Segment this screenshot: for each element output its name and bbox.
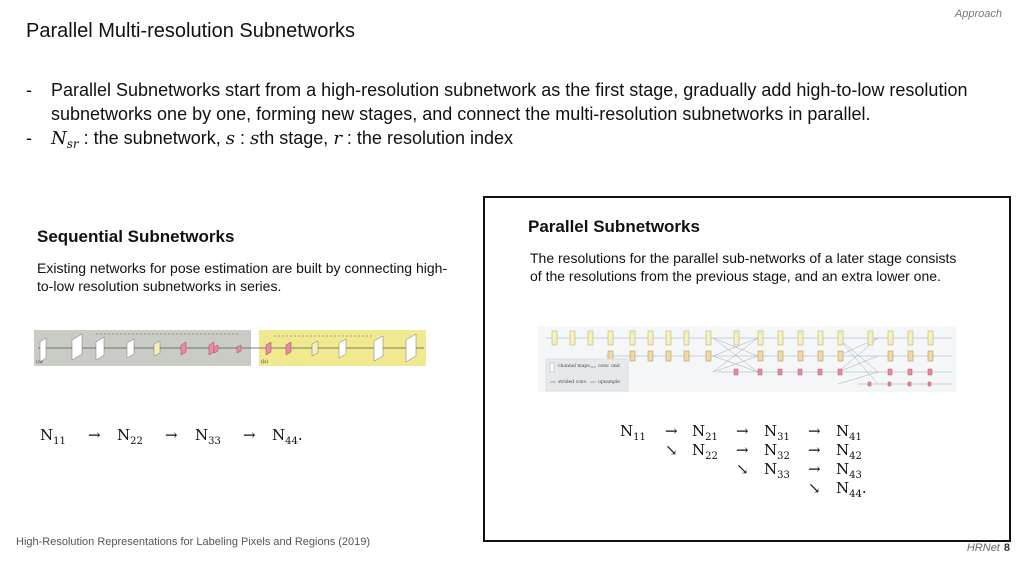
eq-subscript: 43 [849, 470, 862, 481]
bullet-text: : the subnetwork, [78, 128, 226, 148]
eq-subscript: 44 [285, 436, 298, 447]
eq-diagonal-arrow: ↘ [808, 479, 821, 497]
sequential-equation [40, 422, 340, 450]
math-n-subscript: sr [66, 137, 79, 151]
legend-label: strided conv. [558, 380, 588, 385]
eq-period: . [297, 426, 303, 444]
eq-symbol: N [764, 460, 778, 478]
sequential-description: Existing networks for pose estimation are built by connecting high-to-low resolution subnetworks in series. [37, 260, 448, 294]
eq-symbol: N [195, 426, 209, 444]
eq-arrow: → [808, 441, 821, 459]
eq-subscript: 32 [777, 451, 790, 462]
eq-symbol: N [764, 422, 778, 440]
figure-label: (b) [261, 359, 269, 365]
footer-citation: High-Resolution Representations for Labeling Pixels and Regions (2019) [16, 536, 371, 548]
footer-page-info [967, 542, 1010, 554]
bullet-text: Parallel Subnetworks start from a high-resolution subnetwork as the first stage, gradually add high-to-low resolution subnetworks one by one, forming new stages, and connect the multi-resolution subnetworks in parallel. [51, 80, 968, 124]
parallel-title: Parallel Subnetworks [528, 217, 700, 236]
eq-symbol: N [836, 460, 850, 478]
eq-symbol: N [692, 441, 706, 459]
legend-label: upsample [598, 380, 621, 385]
bullet-text: : the resolution index [341, 128, 514, 148]
eq-arrow: → [165, 426, 178, 444]
bullet-item [26, 78, 986, 126]
eq-arrow: → [665, 422, 678, 440]
eq-diagonal-arrow: ↘ [665, 441, 678, 459]
page-number: 8 [1003, 542, 1010, 554]
eq-subscript: 42 [849, 451, 862, 462]
parallel-equation [615, 420, 895, 504]
eq-diagonal-arrow: ↘ [736, 460, 749, 478]
svg-text:N33 [764, 460, 790, 481]
figure-label: (a) [36, 359, 43, 365]
parallel-network-figure [538, 326, 956, 392]
eq-arrow: → [808, 460, 821, 478]
sequential-network-figure [34, 330, 426, 366]
eq-subscript: 33 [208, 436, 221, 447]
section-label: Approach [954, 8, 1002, 20]
slide-title: Parallel Multi-resolution Subnetworks [26, 20, 356, 42]
eq-subscript: 22 [130, 436, 143, 447]
eq-arrow: → [736, 422, 749, 440]
bullet-dash: - [26, 80, 32, 100]
eq-symbol: N [836, 479, 850, 497]
eq-period: . [861, 479, 867, 497]
eq-subscript: 31 [777, 432, 790, 443]
math-r-symbol: r [333, 128, 342, 149]
eq-symbol: N [836, 441, 850, 459]
eq-arrow: → [88, 426, 101, 444]
parallel-description: The resolutions for the parallel sub-networks of a later stage consists of the resolutions from the previous stage, and an extra lower one. [530, 250, 957, 284]
eq-symbol: N [117, 426, 131, 444]
math-n-symbol: N [51, 128, 67, 149]
eq-subscript: 44 [849, 489, 862, 500]
eq-subscript: 11 [53, 436, 66, 447]
eq-symbol: N [620, 422, 634, 440]
svg-text:N22 [692, 441, 718, 462]
eq-symbol: N [272, 426, 286, 444]
eq-subscript: 33 [777, 470, 790, 481]
svg-text:N42 [836, 441, 862, 462]
svg-text:N11 [40, 426, 66, 447]
eq-subscript: 22 [705, 451, 718, 462]
svg-text:N33 [195, 426, 221, 447]
svg-text:N44. [836, 479, 867, 500]
eq-symbol: N [692, 422, 706, 440]
legend-label: channel maps [558, 364, 590, 369]
eq-symbol: N [836, 422, 850, 440]
presenter-name: HRNet [966, 542, 1000, 554]
svg-text:N32 [764, 441, 790, 462]
legend-label: conv. unit [598, 364, 621, 369]
eq-symbol: N [764, 441, 778, 459]
eq-arrow: → [808, 422, 821, 440]
svg-text:N22 [117, 426, 143, 447]
math-s-symbol: s [225, 128, 235, 149]
bullet-text: : [234, 128, 250, 148]
eq-subscript: 11 [633, 432, 646, 443]
bullet-text: th stage, [259, 128, 334, 148]
eq-subscript: 21 [705, 432, 718, 443]
sequential-title: Sequential Subnetworks [37, 227, 235, 246]
eq-arrow: → [243, 426, 256, 444]
bullet-item [26, 126, 986, 156]
bullet-dash: - [26, 128, 32, 148]
bullet-list [26, 78, 986, 156]
svg-text:N44. [272, 426, 303, 447]
legend-map-swatch [550, 363, 554, 372]
svg-text:N43 [836, 460, 862, 481]
eq-subscript: 41 [849, 432, 862, 443]
svg-text:N11 [620, 422, 646, 443]
svg-text:N21 [692, 422, 718, 443]
math-s-symbol: s [250, 128, 260, 149]
eq-symbol: N [40, 426, 54, 444]
svg-text:N31 [764, 422, 790, 443]
eq-arrow: → [736, 441, 749, 459]
svg-text:N41 [836, 422, 862, 443]
